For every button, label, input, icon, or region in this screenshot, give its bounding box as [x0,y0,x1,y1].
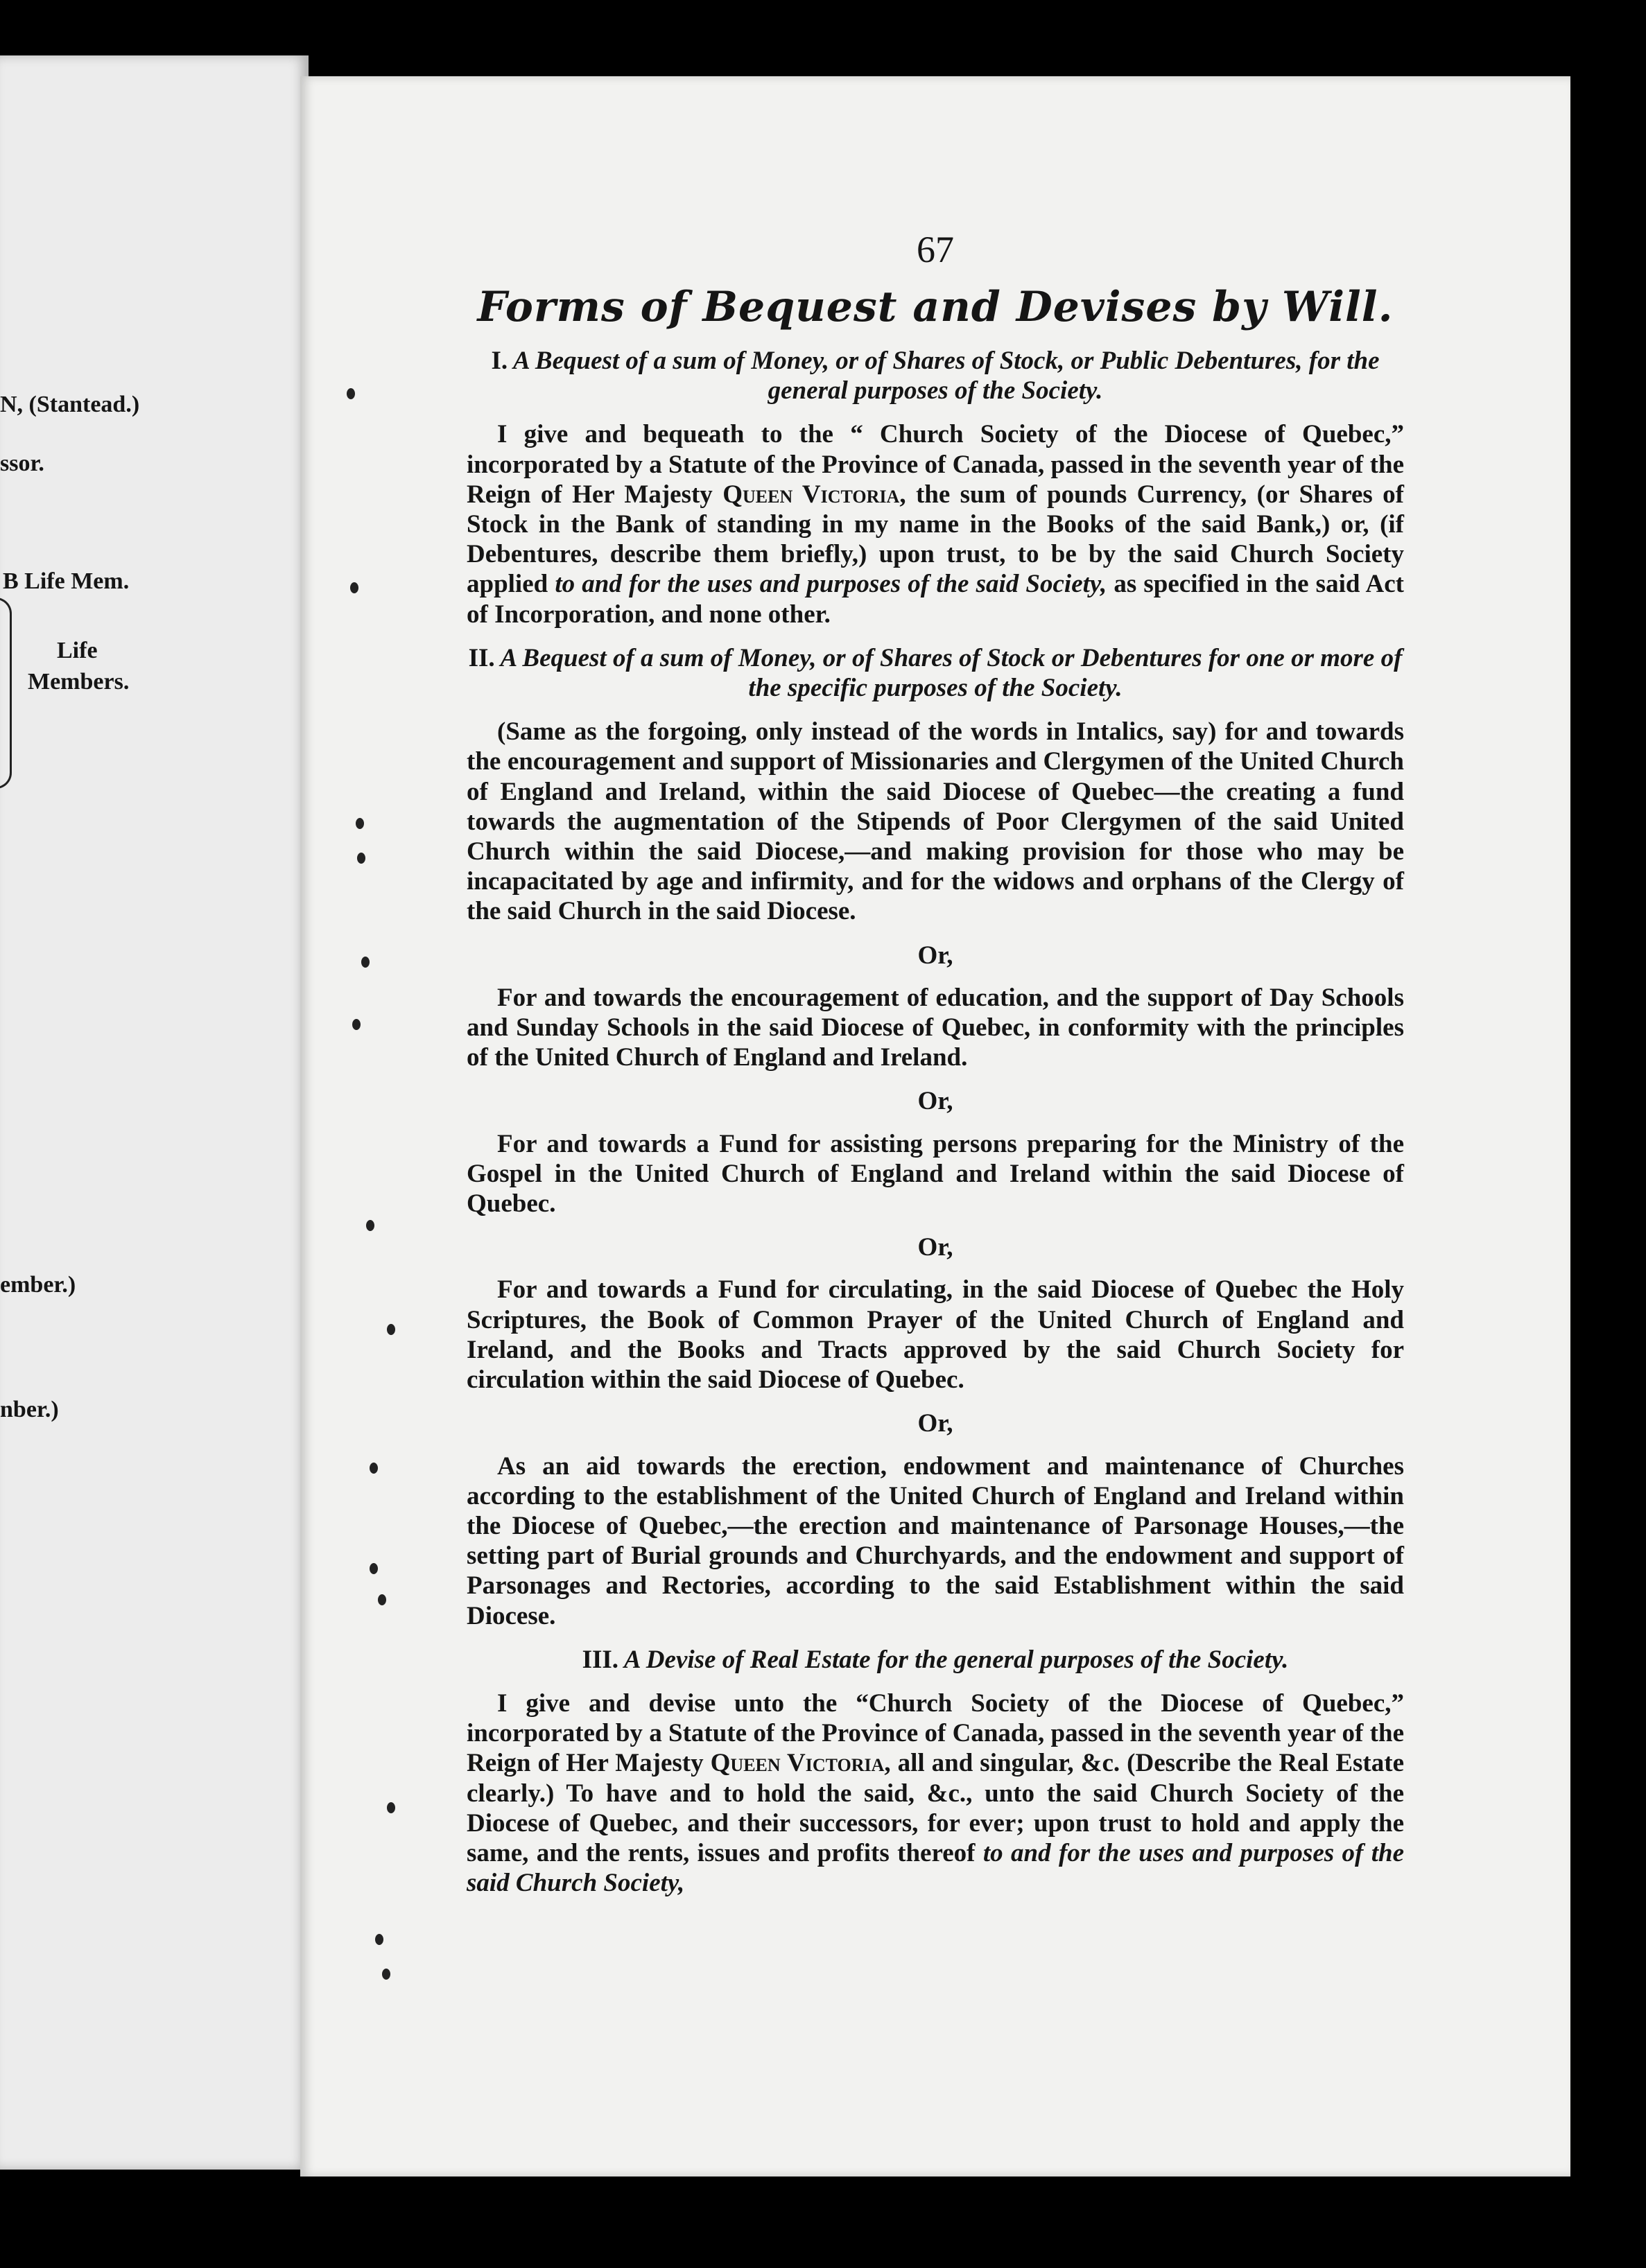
section-title: A Devise of Real Estate for the general purposes of the Society. [623,1645,1289,1674]
section-number: III. [582,1645,619,1674]
section-heading [467,1645,1404,1675]
queen-name: Queen Victoria [722,480,900,509]
italic-phrase: to and for the uses and purposes of the said Society, [555,570,1107,599]
italic-phrase: to and for the uses and purposes of the said Church Society, [467,1838,1405,1898]
paragraph: (Same as the forgoing, only instead of the words in Intalics, say) for and towards the encouragement and support of Missionaries and Clergymen of the United Church of England and Ireland, within the said Diocese of Quebec—the creating a fund towards the augmentation of the Stipends of Poor Clergymen of the said United Church within the said Diocese,—and making provision for those who may be incapacitated by age and infirmity, and for the widows and orphans of the Clergy of the said Church in the said Diocese. [467,717,1404,926]
page-content [467,225,1404,1912]
section-title: A Bequest of a sum of Money, or of Shares of Stock or Debentures for one or more of the specific purposes of the Society. [500,643,1403,703]
queen-name: Queen Victoria [710,1749,885,1778]
right-page [300,76,1570,2177]
section-title: A Bequest of a sum of Money, or of Shares of Stock, or Public Debentures, for the general purposes of the Society. [513,347,1380,405]
section-number: II. [468,643,495,672]
paragraph: I give and devise unto the “Church Society of the Diocese of Quebec,” incorporated by a Statute of the Province of Canada, passed in the seventh year of the Reign of Her Majesty Queen Victoria, all and singular, &c. (Describe the Real Estate clearly.) To have and to hold the said, &c., unto the said Church Society of the Diocese of Quebec, and their successors, for ever; upon trust to hold and apply the same, and the rents, issues and profits thereof to and for the uses and purposes of the said Church Society, [467,1689,1405,1898]
paragraph: For and towards a Fund for circulating, in the said Diocese of Quebec the Holy Scriptures, the Book of Common Prayer of the United Church of England and Ireland, and the Books and Tracts approved by the said Church Society for circulation within the said Diocese of Quebec. [467,1275,1404,1395]
left-fragment: Life [57,638,98,663]
brace [0,597,12,789]
or-separator: Or, [917,941,953,970]
section-heading [467,346,1404,405]
left-page [0,55,309,2170]
left-fragment: nber.) [0,1397,59,1422]
or-separator: Or, [917,1087,953,1116]
paragraph: For and towards a Fund for assisting persons preparing for the Ministry of the Gospel in the United Church of England and Ireland within the said Diocese of Quebec. [467,1129,1404,1219]
or-separator: Or, [917,1409,953,1438]
left-fragment: ember.) [0,1272,76,1298]
paragraph: I give and bequeath to the “ Church Society of the Diocese of Quebec,” incorporated by a Statute of the Province of Canada, passed in the seventh year of the Reign of Her Majesty Queen Victoria, the sum of pounds Currency, (or Shares of Stock in the Bank of standing in my name in the Books of the said Bank,) or, (if Debentures, describe them briefly,) upon trust, to be by the said Church Society applied to and for the uses and purposes of the said Society, as specified in the said Act of Incorporation, and none other. [467,420,1405,629]
paragraph: As an aid towards the erection, endowment and maintenance of Churches according to the establishment of the United Church of England and Ireland within the Diocese of Quebec,—the erection and maintenance of Parsonage Houses,—the setting part of Burial grounds and Churchyards, and the endowment and support of Parsonages and Rectories, according to the said Establishment within the said Diocese. [467,1451,1404,1630]
page-number: 67 [917,229,954,270]
section-number: I. [491,347,508,375]
left-fragment: B Life Mem. [3,568,130,594]
left-fragment: N, (Stantead.) [0,392,140,417]
page-heading: Forms of Bequest and Devises by Will. [477,283,1394,331]
paragraph: For and towards the encouragement of education, and the support of Day Schools and Sunday Schools in the said Diocese of Quebec, in conformity with the principles of the United Church of England and Ireland. [467,983,1404,1072]
left-fragment: Members. [28,669,130,695]
section-heading [467,643,1404,703]
left-fragment: ssor. [0,451,44,476]
or-separator: Or, [917,1233,953,1262]
